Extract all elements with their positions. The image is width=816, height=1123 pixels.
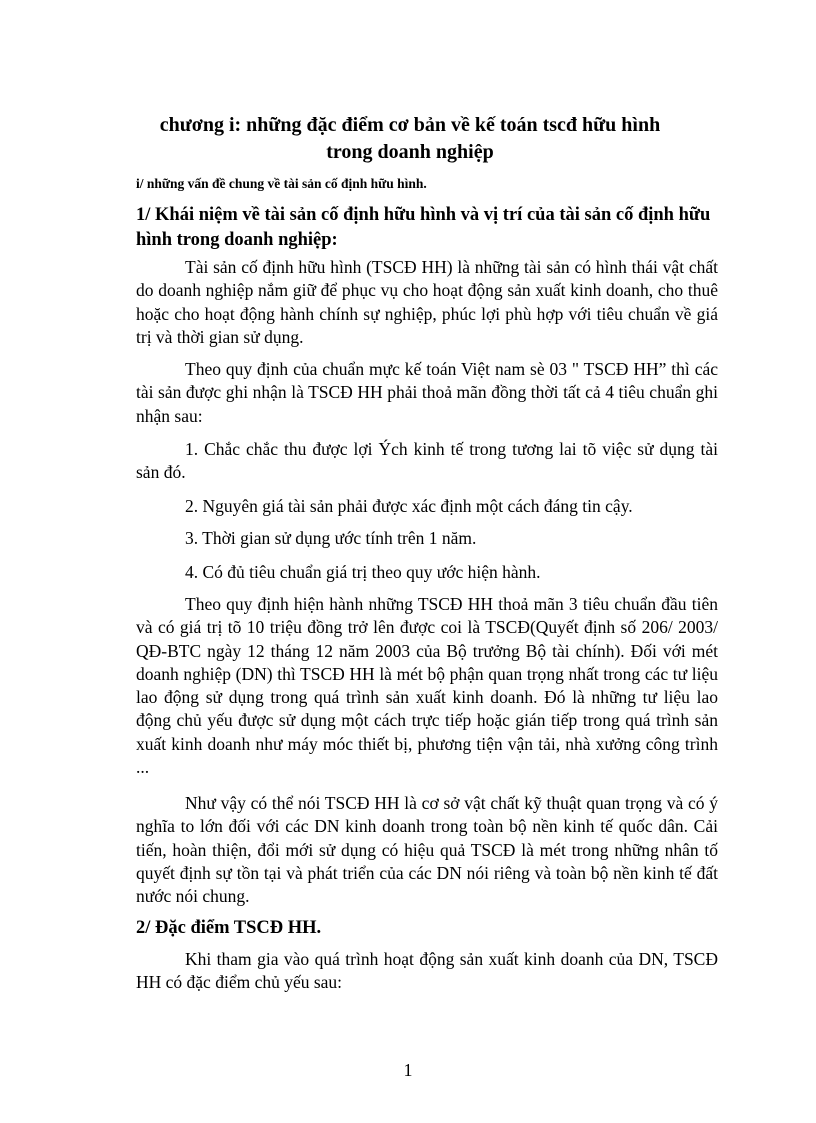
heading-1: 1/ Khái niệm về tài sản cố định hữu hình và vị trí của tài sản cố định hữu hình trong doanh nghiệp: [136, 205, 711, 250]
paragraph-1: Tài sản cố định hữu hình (TSCĐ HH) là những tài sản có hình thái vật chất do doanh nghiệp nắm giữ để phục vụ cho hoạt động sản xuất kinh doanh, cho thuê hoặc cho hoạt động hành chính sự nghiệp, phúc lợi phù hợp với tiêu chuẩn về giá trị và thời gian sử dụng. [136, 257, 718, 347]
list-item-4: 4. Có đủ tiêu chuẩn giá trị theo quy ước hiện hành. [185, 562, 541, 582]
section-heading-i: i/ những vấn đề chung về tài sản cố định hữu hình. [136, 176, 427, 191]
paragraph-3: Theo quy định hiện hành những TSCĐ HH thoả mãn 3 tiêu chuẩn đầu tiên và có giá trị tõ 10 triệu đồng trở lên được coi là TSCĐ(Quyết định số 206/ 2003/ QĐ-BTC ngày 12 tháng 12 năm 2003 của Bộ trưởng Bộ tài chính). Đối với mét doanh nghiệp (DN) thì TSCĐ HH là mét bộ phận quan trọng nhất trong các tư liệu lao động sử dụng trong quá trình sản xuất kinh doanh. Đó là những tư liệu lao động chủ yếu được sử dụng một cách trực tiếp hoặc gián tiếp trong quá trình sản xuất kinh doanh như máy móc thiết bị, phương tiện vận tải, nhà xưởng công trình ... [136, 594, 718, 778]
list-item-1: 1. Chắc chắc thu được lợi Ých kinh tế trong tương lai tõ việc sử dụng tài sản đó. [136, 439, 718, 483]
paragraph-4: Như vậy có thể nói TSCĐ HH là cơ sở vật chất kỹ thuật quan trọng và có ý nghĩa to lớn đối với các DN kinh doanh trong toàn bộ nền kinh tế quốc dân. Cải tiến, hoàn thiện, đổi mới sử dụng có hiệu quả TSCĐ là mét trong những nhân tố quyết định sự tồn tại và phát triển của các DN nói riêng và toàn bộ nền kinh tế đất nước nói chung. [136, 793, 718, 907]
list-item-2: 2. Nguyên giá tài sản phải được xác định một cách đáng tin cậy. [185, 496, 633, 516]
chapter-title-line-2: trong doanh nghiệp [326, 141, 494, 163]
list-item-3: 3. Thời gian sử dụng ước tính trên 1 năm. [185, 528, 477, 548]
paragraph-5: Khi tham gia vào quá trình hoạt động sản xuất kinh doanh của DN, TSCĐ HH có đặc điểm chủ yếu sau: [136, 949, 718, 993]
page-number: 1 [403, 1060, 413, 1080]
chapter-title [120, 112, 700, 166]
paragraph-2: Theo quy định của chuẩn mực kế toán Việt nam sè 03 " TSCĐ HH” thì các tài sản được ghi nhận là TSCĐ HH phải thoả mãn đồng thời tất cả 4 tiêu chuẩn ghi nhận sau: [136, 359, 718, 426]
heading-2: 2/ Đặc điểm TSCĐ HH. [136, 918, 322, 938]
chapter-title-line-1: chương i: những đặc điểm cơ bản về kế toán tscđ hữu hình [159, 114, 661, 136]
